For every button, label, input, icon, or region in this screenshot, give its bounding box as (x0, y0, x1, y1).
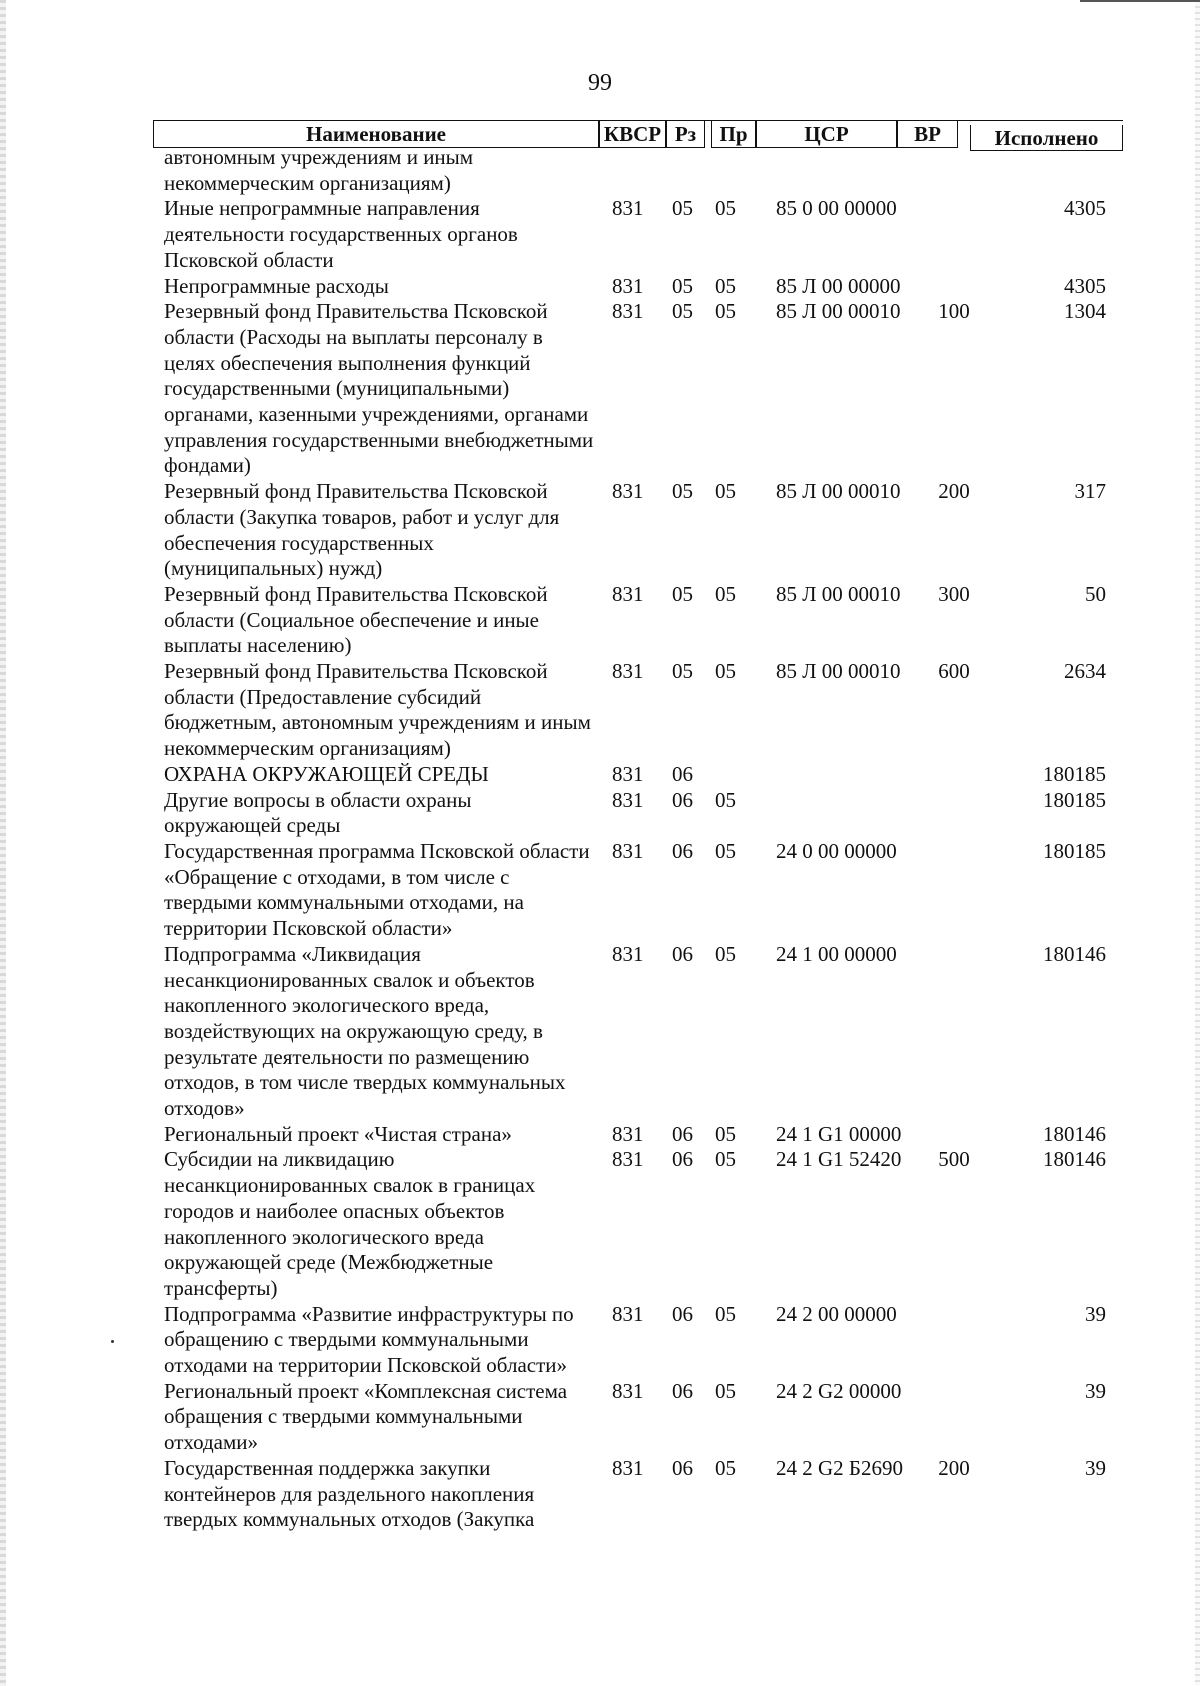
table-row (164, 1147, 1124, 1301)
row-vr: 300 (938, 581, 970, 606)
header-csr: ЦСР (756, 121, 897, 148)
row-rz: 06 (672, 1147, 693, 1172)
row-name: Другие вопросы в области охраны окружающей среды (164, 787, 472, 838)
row-pr: 05 (715, 1378, 736, 1403)
row-name: Непрограммные расходы (164, 273, 389, 298)
row-rz: 05 (672, 581, 693, 606)
table-row (164, 1379, 1124, 1456)
row-csr: 24 1 00 00000 (776, 941, 897, 966)
row-rz: 05 (672, 299, 693, 324)
row-pr: 05 (715, 196, 736, 221)
row-kvsr: 831 (612, 787, 644, 812)
row-rz: 06 (672, 941, 693, 966)
row-name: Резервный фонд Правительства Псковской области (Расходы на выплаты персоналу в целях обеспечения выполнения функций государственными (муниципальными) органами, казенными учреждениями, органами управления государственными внебюджетными фондами) (164, 299, 594, 478)
row-rz: 06 (672, 1121, 693, 1146)
row-amount: 180146 (1043, 1147, 1106, 1172)
table-row (164, 299, 1124, 479)
row-pr: 05 (715, 1121, 736, 1146)
row-pr: 05 (715, 659, 736, 684)
row-rz: 05 (672, 479, 693, 504)
page-number: 99 (588, 70, 612, 96)
row-pr: 05 (715, 273, 736, 298)
table-row (164, 788, 1124, 839)
table-row (164, 145, 1124, 196)
row-csr: 24 2 00 00000 (776, 1301, 897, 1326)
row-vr: 200 (938, 479, 970, 504)
row-kvsr: 831 (612, 1121, 644, 1146)
row-amount: 4305 (1064, 273, 1106, 298)
table-row (164, 582, 1124, 659)
header-amount: Исполнено (970, 125, 1123, 151)
row-kvsr: 831 (612, 479, 644, 504)
row-pr: 05 (715, 1147, 736, 1172)
row-amount: 180185 (1043, 761, 1106, 786)
row-csr: 24 0 00 00000 (776, 838, 897, 863)
row-kvsr: 831 (612, 1301, 644, 1326)
row-kvsr: 831 (612, 196, 644, 221)
row-rz: 05 (672, 196, 693, 221)
row-pr: 05 (715, 1301, 736, 1326)
row-amount: 39 (1085, 1455, 1106, 1480)
table-row (164, 659, 1124, 762)
row-rz: 06 (672, 787, 693, 812)
row-rz: 06 (672, 761, 693, 786)
row-kvsr: 831 (612, 659, 644, 684)
table-row (164, 196, 1124, 273)
row-csr: 85 Л 00 00010 (776, 581, 901, 606)
row-rz: 06 (672, 1455, 693, 1480)
row-name: ОХРАНА ОКРУЖАЮЩЕЙ СРЕДЫ (164, 761, 489, 786)
row-csr: 85 Л 00 00000 (776, 273, 901, 298)
table-row (164, 839, 1124, 942)
row-vr: 500 (938, 1147, 970, 1172)
row-name: Региональный проект «Чистая страна» (164, 1121, 512, 1146)
row-amount: 4305 (1064, 196, 1106, 221)
row-amount: 317 (1074, 479, 1106, 504)
row-kvsr: 831 (612, 838, 644, 863)
header-name: Наименование (153, 121, 599, 148)
row-pr: 05 (715, 787, 736, 812)
row-kvsr: 831 (612, 1378, 644, 1403)
row-amount: 50 (1085, 581, 1106, 606)
row-kvsr: 831 (612, 1147, 644, 1172)
row-csr: 24 2 G2 Б2690 (776, 1455, 903, 1480)
row-kvsr: 831 (612, 581, 644, 606)
row-vr: 600 (938, 659, 970, 684)
table-row (164, 1122, 1124, 1148)
row-name: Субсидии на ликвидацию несанкционированных свалок в границах городов и наиболее опасных объектов накопленного экологического вреда окружающей среде (Межбюджетные трансферты) (164, 1147, 536, 1300)
row-csr: 24 1 G1 00000 (776, 1121, 902, 1146)
row-pr: 05 (715, 1455, 736, 1480)
row-name: Иные непрограммные направления деятельности государственных органов Псковской области (164, 196, 518, 272)
scan-speck (111, 1340, 114, 1343)
header-pr: Пр (711, 121, 756, 148)
row-vr: 200 (938, 1455, 970, 1480)
row-rz: 06 (672, 838, 693, 863)
header-kvsr: КВСР (599, 121, 666, 148)
row-pr: 05 (715, 941, 736, 966)
row-rz: 05 (672, 273, 693, 298)
row-name: Региональный проект «Комплексная система обращения с твердыми коммунальными отходами» (164, 1378, 568, 1455)
row-amount: 180185 (1043, 838, 1106, 863)
row-kvsr: 831 (612, 299, 644, 324)
row-name: Резервный фонд Правительства Псковской области (Предоставление субсидий бюджетным, автономным учреждениям и иным некоммерческим организациям) (164, 659, 591, 761)
row-kvsr: 831 (612, 1455, 644, 1480)
row-kvsr: 831 (612, 941, 644, 966)
row-vr: 100 (938, 299, 970, 324)
row-amount: 180185 (1043, 787, 1106, 812)
table-row (164, 942, 1124, 1122)
row-amount: 180146 (1043, 941, 1106, 966)
table-row (164, 1302, 1124, 1379)
row-csr: 24 2 G2 00000 (776, 1378, 902, 1403)
row-amount: 39 (1085, 1378, 1106, 1403)
table-body (164, 145, 1124, 1533)
table-row (164, 1456, 1124, 1533)
row-name: Резервный фонд Правительства Псковской области (Социальное обеспечение и иные выплаты населению) (164, 581, 548, 658)
row-rz: 06 (672, 1378, 693, 1403)
row-pr: 05 (715, 838, 736, 863)
row-amount: 1304 (1064, 299, 1106, 324)
row-name: Государственная поддержка закупки контейнеров для раздельного накопления твердых коммунальных отходов (Закупка (164, 1455, 535, 1532)
row-amount: 2634 (1064, 659, 1106, 684)
row-name: Подпрограмма «Ликвидация несанкционированных свалок и объектов накопленного экологического вреда, воздействующих на окружающую среду, в результате деятельности по размещению отходов, в том числе твердых коммунальных отходов» (164, 941, 566, 1121)
table-row (164, 274, 1124, 300)
scan-rule-top (1080, 0, 1200, 2)
row-name: Государственная программа Псковской области «Обращение с отходами, в том числе с твердыми коммунальными отходами, на территории Псковской области» (164, 838, 590, 941)
row-name: Резервный фонд Правительства Псковской области (Закупка товаров, работ и услуг для обеспечения государственных (муниципальных) нужд) (164, 479, 560, 581)
row-rz: 06 (672, 1301, 693, 1326)
row-pr: 05 (715, 581, 736, 606)
scan-edge-left (0, 0, 6, 1686)
row-name: автономным учреждениям и иным некоммерческим организациям) (164, 145, 474, 195)
row-csr: 85 Л 00 00010 (776, 659, 901, 684)
row-csr: 24 1 G1 52420 (776, 1147, 902, 1172)
row-pr: 05 (715, 299, 736, 324)
row-name: Подпрограмма «Развитие инфраструктуры по обращению с твердыми коммунальными отходами на территории Псковской области» (164, 1301, 574, 1378)
row-kvsr: 831 (612, 761, 644, 786)
table-row (164, 479, 1124, 582)
row-amount: 180146 (1043, 1121, 1106, 1146)
row-csr: 85 Л 00 00010 (776, 299, 901, 324)
header-vr: ВР (897, 121, 958, 148)
row-pr: 05 (715, 479, 736, 504)
scan-edge-right (1195, 0, 1200, 1686)
row-csr: 85 0 00 00000 (776, 196, 897, 221)
row-kvsr: 831 (612, 273, 644, 298)
header-rz: Рз (666, 121, 705, 148)
table-row (164, 762, 1124, 788)
row-amount: 39 (1085, 1301, 1106, 1326)
row-rz: 05 (672, 659, 693, 684)
table-header (153, 120, 1123, 148)
row-csr: 85 Л 00 00010 (776, 479, 901, 504)
